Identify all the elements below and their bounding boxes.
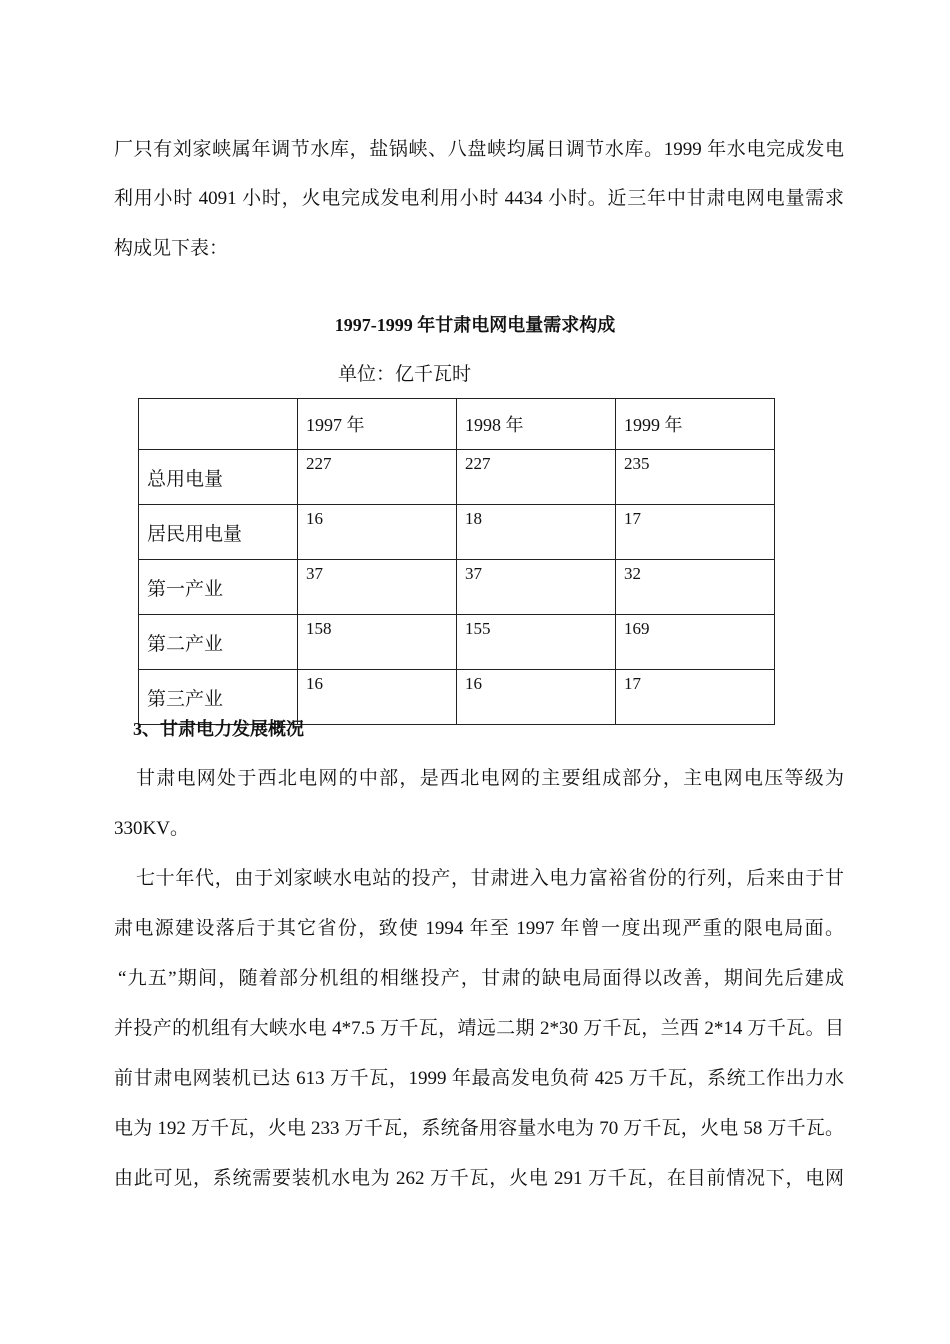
- row-label: 第一产业: [139, 560, 298, 615]
- paragraph-line: 甘肃电网处于西北电网的中部，是西北电网的主要组成部分，主电网电压等级为: [136, 768, 844, 789]
- row-label: 居民用电量: [139, 505, 298, 560]
- table-cell: 16: [457, 670, 616, 725]
- paragraph-line: 由此可见，系统需要装机水电为 262 万千瓦，火电 291 万千瓦，在目前情况下，电网: [114, 1168, 844, 1189]
- paragraph-line: 利用小时 4091 小时，火电完成发电利用小时 4434 小时。近三年中甘肃电网电量需求: [114, 188, 844, 209]
- paragraph-line: 构成见下表：: [114, 238, 229, 259]
- table-header-row: [139, 399, 775, 450]
- paragraph-line: 前甘肃电网装机已达 613 万千瓦，1999 年最高发电负荷 425 万千瓦，系统工作出力水: [114, 1068, 844, 1089]
- table-cell: 17: [616, 670, 775, 725]
- table-cell: 18: [457, 505, 616, 560]
- paragraph-line: 肃电源建设落后于其它省份，致使 1994 年至 1997 年曾一度出现严重的限电局面。: [114, 918, 844, 939]
- paragraph-line: 厂只有刘家峡属年调节水库，盐锅峡、八盘峡均属日调节水库。1999 年水电完成发电: [114, 139, 844, 160]
- table-cell: 158: [298, 615, 457, 670]
- table-row: [139, 560, 775, 615]
- row-label: 第三产业: [139, 670, 298, 725]
- table-row: [139, 505, 775, 560]
- row-label: 第二产业: [139, 615, 298, 670]
- unit-label: 单位：亿千瓦时: [338, 364, 472, 385]
- paragraph-line: 330KV。: [114, 818, 189, 839]
- table-cell: 37: [457, 560, 616, 615]
- table-title: 1997-1999 年甘肃电网电量需求构成: [334, 315, 616, 335]
- paragraph-line: 七十年代，由于刘家峡水电站的投产，甘肃进入电力富裕省份的行列，后来由于甘: [136, 868, 844, 889]
- paragraph-line: 并投产的机组有大峡水电 4*7.5 万千瓦，靖远二期 2*30 万千瓦，兰西 2*14 万千瓦。目: [114, 1018, 844, 1039]
- table-header-cell: [139, 399, 298, 450]
- table-header-cell: 1997 年: [298, 399, 457, 450]
- section-heading: 3、甘肃电力发展概况: [133, 719, 304, 739]
- table-header-cell: 1998 年: [457, 399, 616, 450]
- table-header-cell: 1999 年: [616, 399, 775, 450]
- table-cell: 155: [457, 615, 616, 670]
- table-cell: 227: [457, 450, 616, 505]
- table-row: [139, 615, 775, 670]
- table-cell: 32: [616, 560, 775, 615]
- paragraph-line: 电为 192 万千瓦，火电 233 万千瓦，系统备用容量水电为 70 万千瓦，火电 58 万千瓦。: [114, 1118, 844, 1139]
- table-cell: 235: [616, 450, 775, 505]
- table-cell: 227: [298, 450, 457, 505]
- table-cell: 169: [616, 615, 775, 670]
- table-cell: 37: [298, 560, 457, 615]
- data-table: [138, 398, 775, 725]
- table-cell: 16: [298, 670, 457, 725]
- table-row: [139, 450, 775, 505]
- paragraph-line: “九五”期间，随着部分机组的相继投产，甘肃的缺电局面得以改善，期间先后建成: [118, 968, 844, 989]
- table-cell: 17: [616, 505, 775, 560]
- table-cell: 16: [298, 505, 457, 560]
- row-label: 总用电量: [139, 450, 298, 505]
